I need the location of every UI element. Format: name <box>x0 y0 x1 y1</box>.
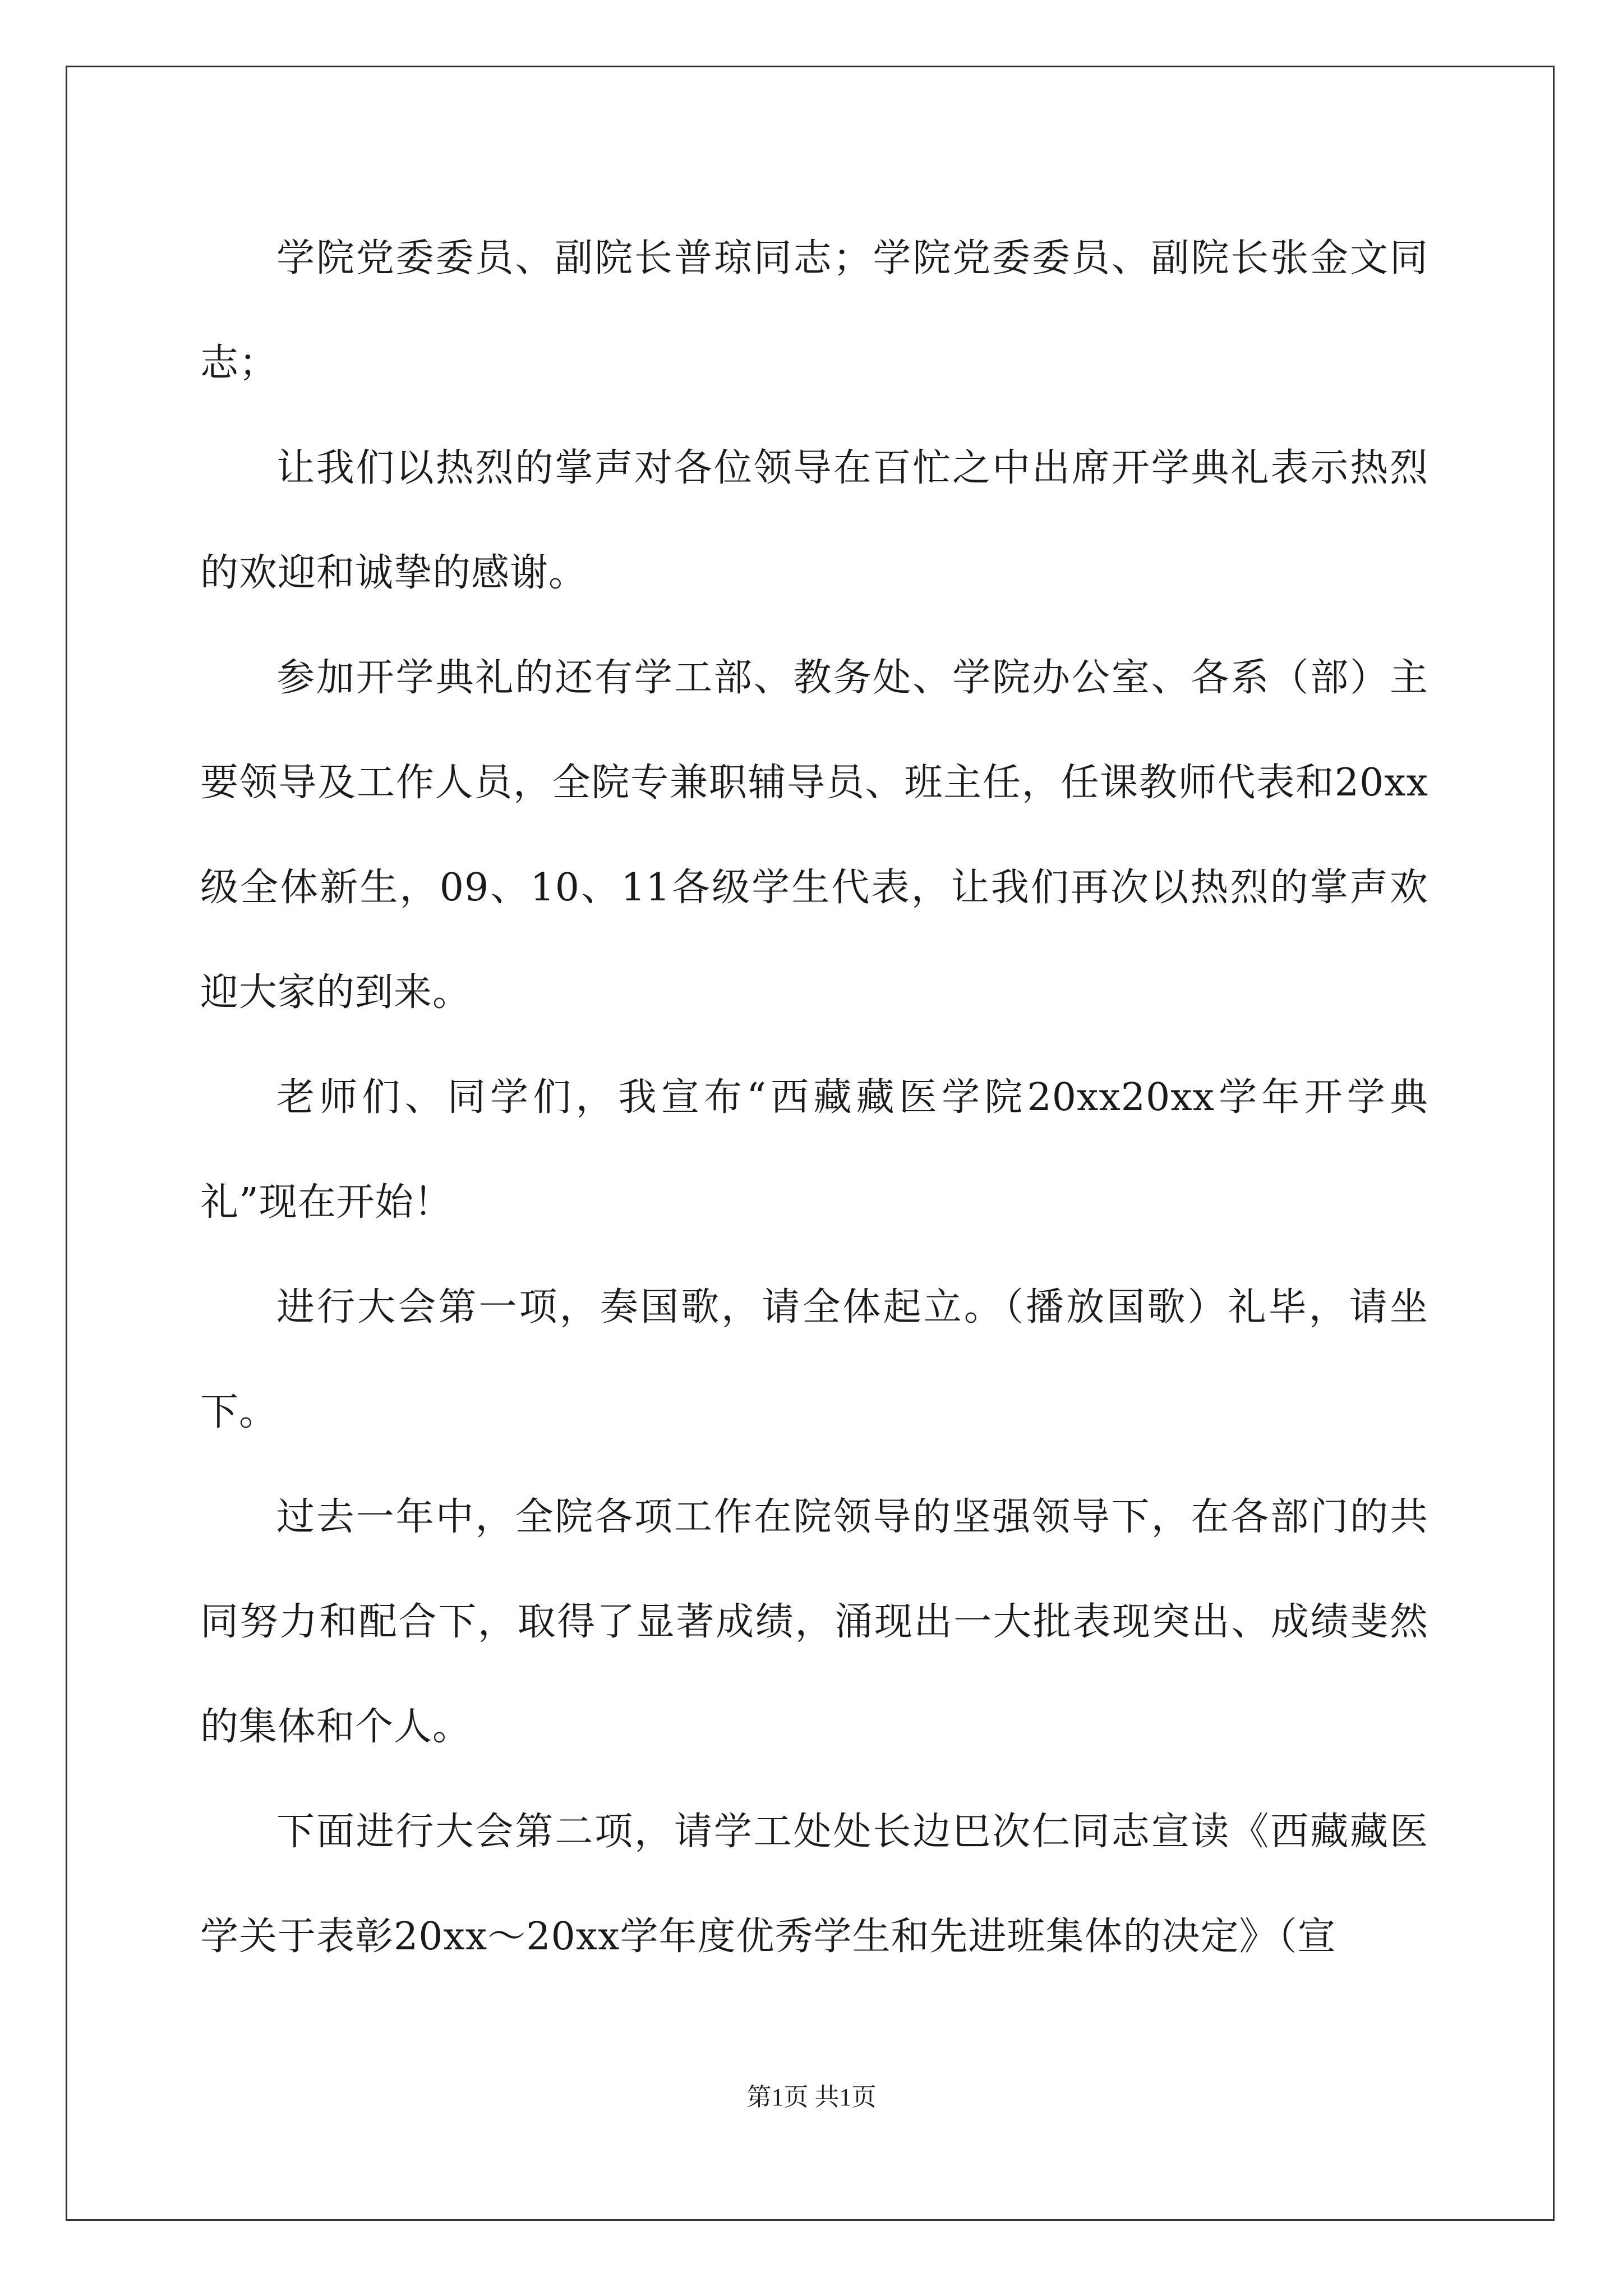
paragraph-3: 参加开学典礼的还有学工部、教务处、学院办公室、各系（部）主要领导及工作人员，全院专兼职辅导员、班主任，任课教师代表和20xx级全体新生，09、10、11各级学生代表，让我们再次以热烈的掌声欢迎大家的到来。 <box>200 656 1428 1015</box>
paragraph-5: 进行大会第一项，奏国歌，请全体起立。（播放国歌）礼毕，请坐下。 <box>200 1285 1428 1434</box>
paragraph-7: 下面进行大会第二项，请学工处处长边巴次仁同志宣读《西藏藏医学关于表彰20xx～20xx学年度优秀学生和先进班集体的决定》（宣 <box>200 1810 1428 1959</box>
paragraph-4: 老师们、同学们，我宣布“西藏藏医学院20xx20xx学年开学典礼”现在开始！ <box>200 1075 1428 1225</box>
page-number: 第1页 共1页 <box>746 2083 877 2111</box>
page-footer <box>0 2077 1623 2113</box>
document-body <box>200 206 1428 1989</box>
paragraph-6: 过去一年中，全院各项工作在院领导的坚强领导下，在各部门的共同努力和配合下，取得了显著成绩，涌现出一大批表现突出、成绩斐然的集体和个人。 <box>200 1495 1428 1749</box>
paragraph-1: 学院党委委员、副院长普琼同志；学院党委委员、副院长张金文同志； <box>200 236 1428 385</box>
paragraph-2: 让我们以热烈的掌声对各位领导在百忙之中出席开学典礼表示热烈的欢迎和诚挚的感谢。 <box>200 446 1428 595</box>
